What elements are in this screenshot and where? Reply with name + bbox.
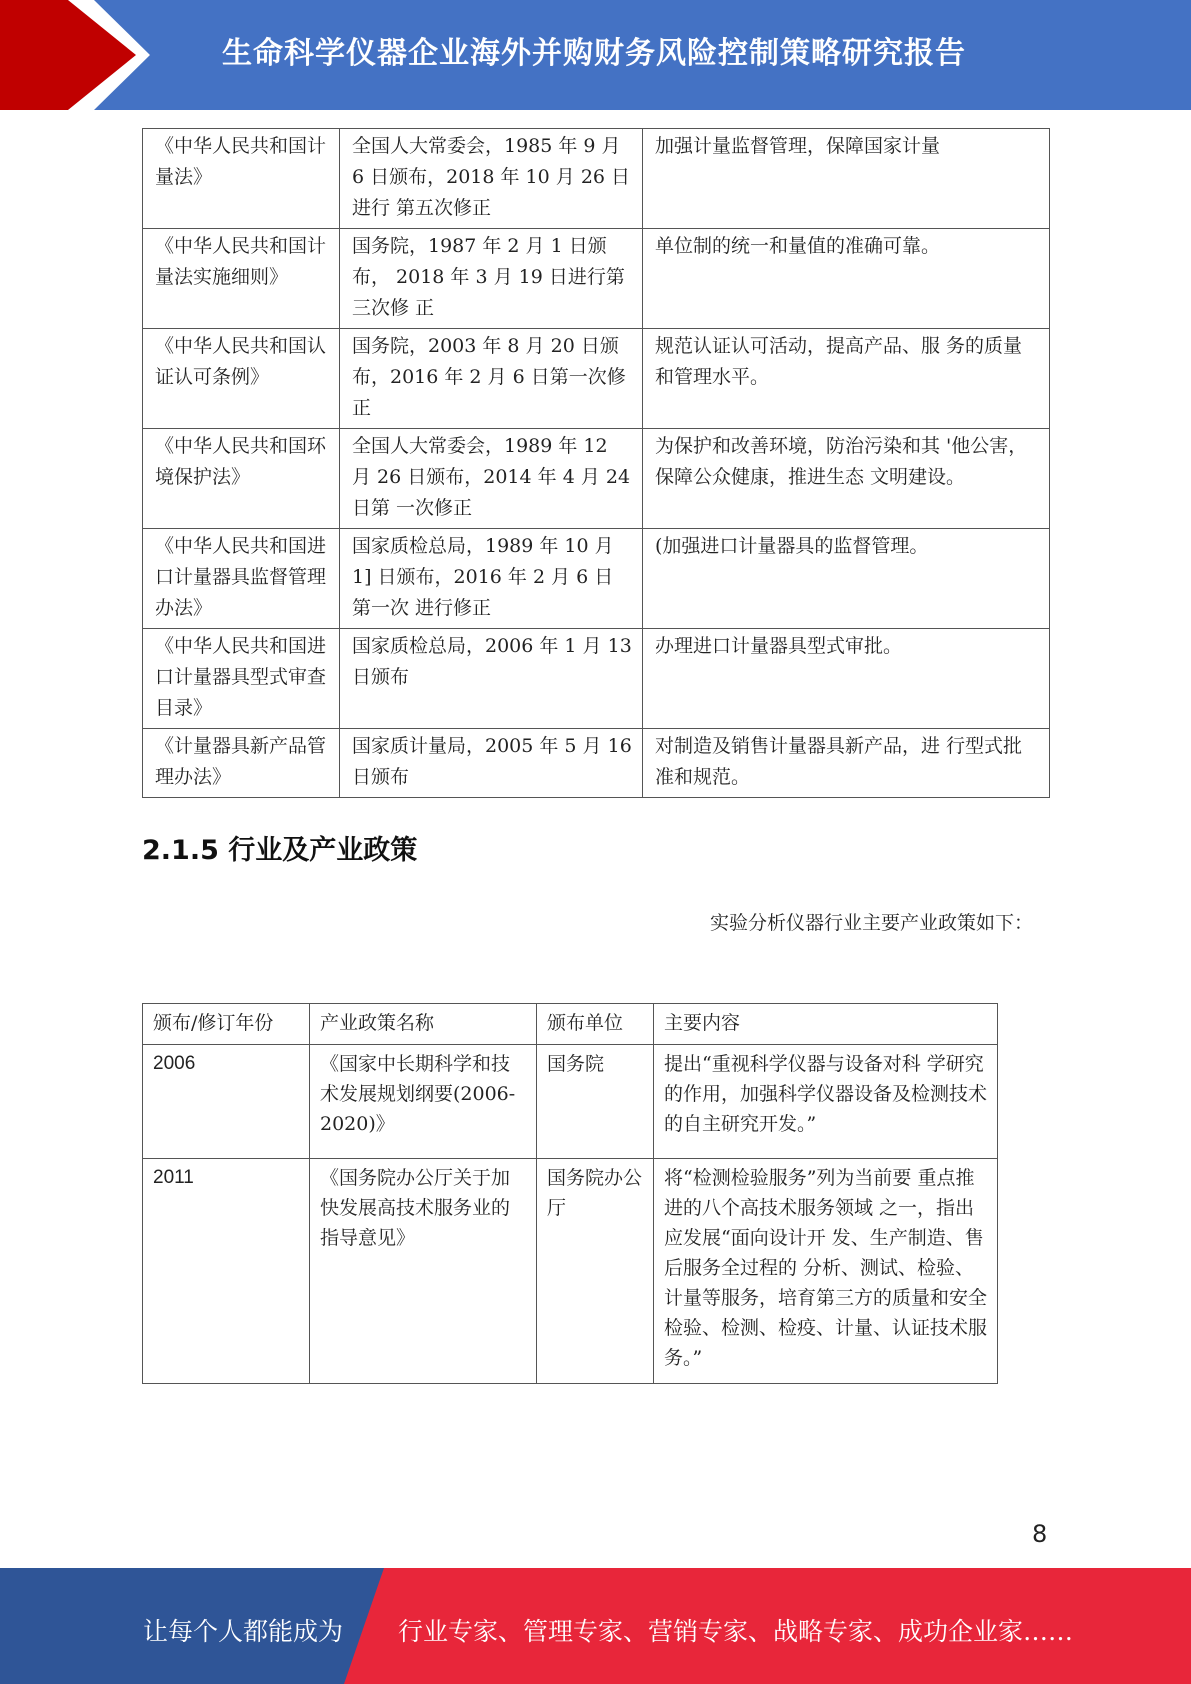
policy-year: 2011 bbox=[143, 1159, 310, 1384]
law-name: 《中华人民共和国进 口计量器具监督管理 办法》 bbox=[143, 529, 340, 629]
table-row bbox=[143, 229, 1050, 329]
policy-content: 提出“重视科学仪器与设备对科 学研究的作用，加强科学仪器设备及检测技术的自主研究开发。” bbox=[654, 1045, 998, 1159]
table-row bbox=[143, 729, 1050, 798]
law-issued: 国家质检总局，2006 年 1 月 13 日颁布 bbox=[340, 629, 643, 729]
policy-content-cell bbox=[654, 1159, 998, 1384]
page-header bbox=[0, 0, 1191, 110]
table-row bbox=[143, 629, 1050, 729]
policy-name: 《国家中长期科学和技术发展规划纲要(2006-2020)》 bbox=[310, 1045, 537, 1159]
law-content: 加强计量监督管理，保障国家计量 bbox=[643, 129, 1050, 229]
column-header: 颁布/修订年份 bbox=[143, 1004, 310, 1045]
table-row bbox=[143, 529, 1050, 629]
law-content: 规范认证认可活动，提高产品、服 务的质量和管理水平。 bbox=[643, 329, 1050, 429]
law-issued: 国家质检总局，1989 年 10 月 1] 日颁布，2016 年 2 月 6 日第一次 进行修正 bbox=[340, 529, 643, 629]
table-row bbox=[143, 329, 1050, 429]
law-content: 为保护和改善环境，防治污染和其 '他公害，保障公众健康，推进生态 文明建设。 bbox=[643, 429, 1050, 529]
column-header: 产业政策名称 bbox=[310, 1004, 537, 1045]
law-name: 《中华人民共和国计 量法实施细则》 bbox=[143, 229, 340, 329]
policy-table bbox=[142, 1003, 998, 1384]
table-row bbox=[143, 129, 1050, 229]
header-title: 生命科学仪器企业海外并购财务风险控制策略研究报告 bbox=[222, 36, 966, 71]
law-content: 单位制的统一和量值的准确可靠。 bbox=[643, 229, 1050, 329]
law-table bbox=[142, 128, 1050, 798]
law-issued: 国务院，2003 年 8 月 20 日颁布，2016 年 2 月 6 日第一次修正 bbox=[340, 329, 643, 429]
law-content: 办理进口计量器具型式审批。 bbox=[643, 629, 1050, 729]
section-intro: 实验分析仪器行业主要产业政策如下： bbox=[710, 912, 1034, 934]
law-issued: 国家质计量局，2005 年 5 月 16 日颁布 bbox=[340, 729, 643, 798]
footer-left-text: 让每个人都能成为 bbox=[143, 1617, 344, 1646]
law-name: 《中华人民共和国计 量法》 bbox=[143, 129, 340, 229]
law-content: 对制造及销售计量器具新产品，进 行型式批准和规范。 bbox=[643, 729, 1050, 798]
policy-unit: 国务院 bbox=[537, 1045, 654, 1159]
page-footer bbox=[0, 1568, 1191, 1684]
policy-content: 将“检测检验服务”列为当前要 重点推进的八个高技术服务领域 之一，指出应发展“面向设计开 发、生产制造、售后服务全过程的 分析、测试、检验、计量等服务，培育第三方的质量和安全检验、检测、检疫、计量、认证技术服务。” bbox=[664, 1167, 987, 1369]
column-header: 颁布单位 bbox=[537, 1004, 654, 1045]
table-row bbox=[143, 1045, 998, 1159]
policy-unit: 国务院办公厅 bbox=[537, 1159, 654, 1384]
law-issued: 全国人大常委会，1989 年 12 月 26 日颁布，2014 年 4 月 24 日第 一次修正 bbox=[340, 429, 643, 529]
footer-right-text: 行业专家、管理专家、营销专家、战略专家、成功企业家…… bbox=[398, 1617, 1074, 1646]
table-header-row bbox=[143, 1004, 998, 1045]
table-row bbox=[143, 1159, 998, 1384]
law-name: 《中华人民共和国进 口计量器具型式审查 目录》 bbox=[143, 629, 340, 729]
law-issued: 国务院，1987 年 2 月 1 日颁布， 2018 年 3 月 19 日进行第三次修 正 bbox=[340, 229, 643, 329]
table-row bbox=[143, 429, 1050, 529]
law-content: (加强进口计量器具的监督管理。 bbox=[643, 529, 1050, 629]
law-name: 《计量器具新产品管 理办法》 bbox=[143, 729, 340, 798]
law-name: 《中华人民共和国认 证认可条例》 bbox=[143, 329, 340, 429]
law-name: 《中华人民共和国环 境保护法》 bbox=[143, 429, 340, 529]
policy-name: 《国务院办公厅关于加快发展高技术服务业的指导意见》 bbox=[310, 1159, 537, 1384]
law-issued: 全国人大常委会，1985 年 9 月 6 日颁布，2018 年 10 月 26 日进行 第五次修正 bbox=[340, 129, 643, 229]
column-header: 主要内容 bbox=[654, 1004, 998, 1045]
policy-year: 2006 bbox=[143, 1045, 310, 1159]
section-heading: 2.1.5 行业及产业政策 bbox=[142, 835, 418, 866]
page-number: 8 bbox=[1032, 1520, 1048, 1548]
